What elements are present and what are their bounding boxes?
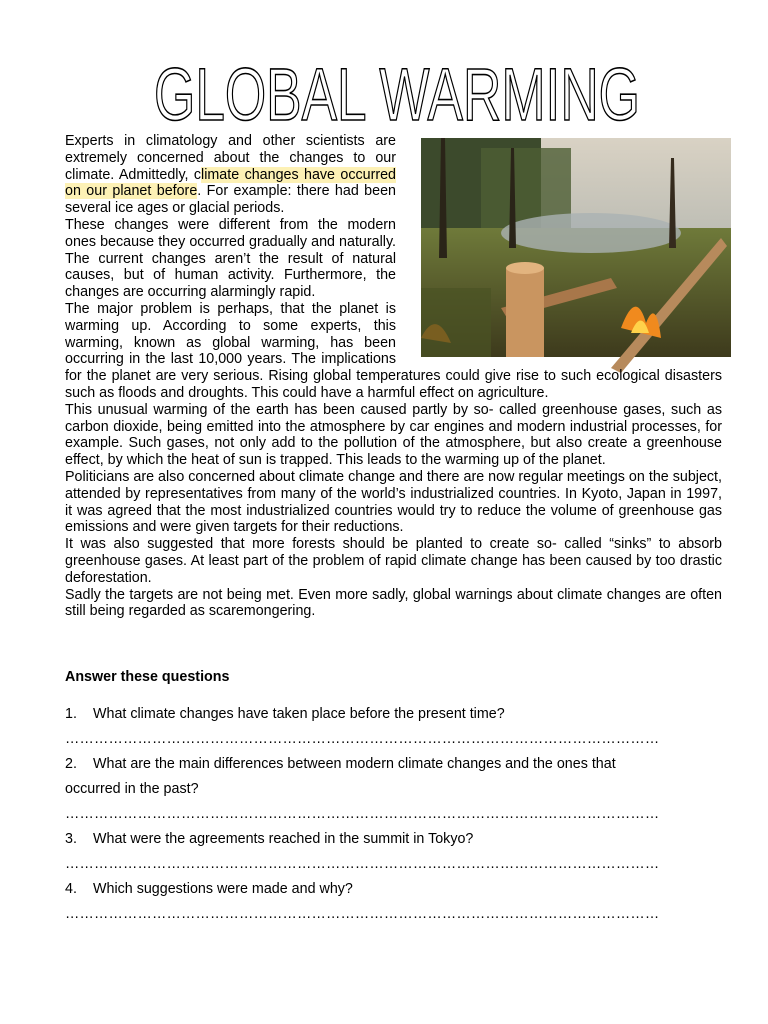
paragraph-1-start: Experts in climatology and other scientists are extremely concerned about the changes to our climate. Admittedly, c	[65, 133, 396, 183]
question-3	[65, 827, 722, 877]
paragraph-2: These changes were different from the modern ones because they occurred gradually and naturally. The current changes aren’t the result of natural causes, but of human activity. Furthermore, the changes are occurring alarmingly rapid.	[65, 216, 396, 301]
paragraph-5: Politicians are also concerned about climate change and there are now regular meetings on the subject, attended by representatives from many of the world’s industrialized countries. In Kyoto, Japan in 1997, it was agreed that the most industrialized countries would try to reduce the volume of greenhouse gas emissions and were given targets for their reductions.	[65, 468, 722, 536]
answer-line[interactable]: ……………………………………………………………………………………………………………	[65, 806, 660, 822]
paragraph-3: The major problem is perhaps, that the planet is warming up. According to some experts, this warming, known as global warming, has been occurring in the last 10,000 years. The implications for the planet are very serious. Rising global temperatures could give rise to such ecological disasters such as floods and droughts. This could have a harmful effect on agriculture.	[65, 300, 722, 401]
question-number: 2.	[65, 756, 77, 772]
answer-line[interactable]: ……………………………………………………………………………………………………………	[65, 906, 660, 922]
question-number: 1.	[65, 706, 77, 722]
questions-heading: Answer these questions	[65, 669, 230, 685]
question-text: What are the main differences between modern climate changes and the ones that	[93, 756, 616, 772]
page-title-text: GLOBAL WARMING	[154, 53, 640, 136]
question-number: 3.	[65, 831, 77, 847]
question-1	[65, 702, 722, 752]
question-number: 4.	[65, 881, 77, 897]
question-text: Which suggestions were made and why?	[93, 881, 353, 897]
question-text: What climate changes have taken place before the present time?	[93, 706, 505, 722]
answer-line[interactable]: ……………………………………………………………………………………………………………	[65, 856, 660, 872]
answer-line[interactable]: ……………………………………………………………………………………………………………	[65, 731, 660, 747]
question-text-continued: occurred in the past?	[65, 781, 199, 797]
page-title	[150, 52, 644, 136]
question-2	[65, 752, 722, 827]
paragraph-4: This unusual warming of the earth has been caused partly by so- called greenhouse gases, such as carbon dioxide, being emitted into the atmosphere by car engines and modern industrial processes, for example. Such gases, not only add to the pollution of the atmosphere, but also create a greenhouse effect, by which the heat of sun is trapped. This leads to the warming up of the planet.	[65, 401, 722, 469]
paragraph-7: Sadly the targets are not being met. Even more sadly, global warnings about climate changes are often still being regarded as scaremongering.	[65, 586, 722, 620]
highlighted-text: limate changes have occurred on our planet before	[65, 166, 397, 200]
article-body	[65, 133, 722, 620]
questions-section	[65, 668, 722, 927]
question-4	[65, 877, 722, 927]
paragraph-1-end: . For example: there had been several ice ages or glacial periods.	[65, 183, 396, 217]
question-text: What were the agreements reached in the summit in Tokyo?	[93, 831, 474, 847]
paragraph-6: It was also suggested that more forests should be planted to create so- called “sinks” to absorb greenhouse gases. At least part of the problem of rapid climate change has been caused by too drastic deforestation.	[65, 536, 722, 586]
photo-spacer	[410, 133, 722, 361]
